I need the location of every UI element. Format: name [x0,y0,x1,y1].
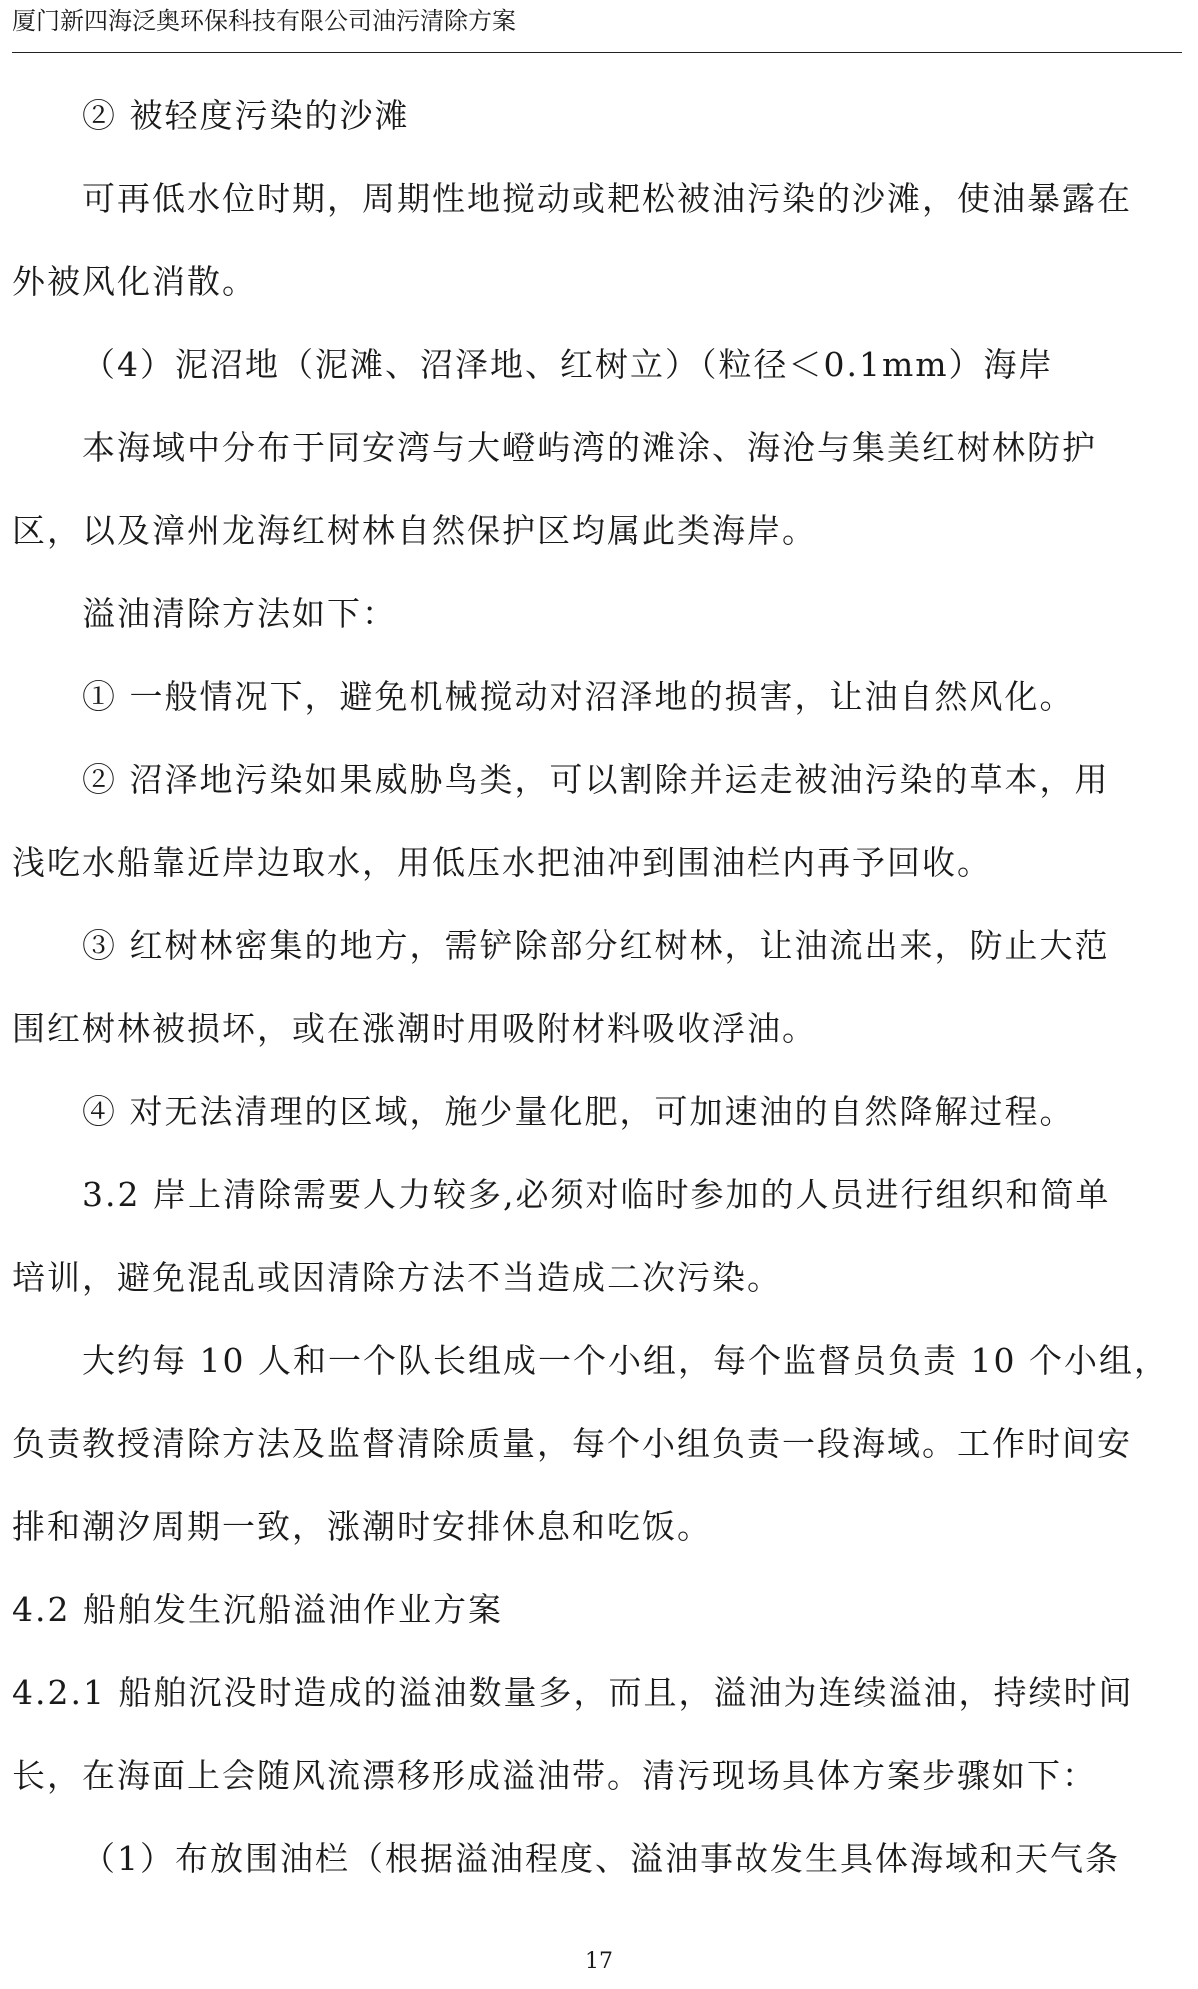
text-line: 围红树林被损坏，或在涨潮时用吸附材料吸收浮油。 [12,1009,817,1048]
text-line: ② 沼泽地污染如果威胁鸟类，可以割除并运走被油污染的草本，用 [82,760,1110,799]
text-line: ④ 对无法清理的区域，施少量化肥，可加速油的自然降解过程。 [82,1092,1075,1131]
text-line: （4）泥沼地（泥滩、沼泽地、红树立）（粒径＜0.1mm）海岸 [82,345,1054,384]
section-heading: 4.2 船舶发生沉船溢油作业方案 [12,1590,503,1629]
text-line: 3.2 岸上清除需要人力较多,必须对临时参加的人员进行组织和简单 [82,1175,1111,1214]
text-line: 外被风化消散。 [12,262,257,301]
text-line: 溢油清除方法如下： [82,594,397,633]
text-line: ② 被轻度污染的沙滩 [82,96,410,135]
text-line: 区，以及漳州龙海红树林自然保护区均属此类海岸。 [12,511,817,550]
text-line: ① 一般情况下，避免机械搅动对沼泽地的损害，让油自然风化。 [82,677,1075,716]
text-line: 长，在海面上会随风流漂移形成溢油带。清污现场具体方案步骤如下： [12,1756,1097,1795]
text-line: 4.2.1 船舶沉没时造成的溢油数量多，而且，溢油为连续溢油，持续时间 [12,1673,1134,1712]
text-line: ③ 红树林密集的地方，需铲除部分红树林，让油流出来，防止大范 [82,926,1110,965]
text-line: 可再低水位时期，周期性地搅动或耙松被油污染的沙滩，使油暴露在 [82,179,1132,218]
page-header [12,2,1182,53]
page-number: 17 [585,1949,613,1974]
text-line: 大约每 10 人和一个队长组成一个小组，每个监督员负责 10 个小组， [82,1341,1169,1380]
text-line: 浅吃水船靠近岸边取水，用低压水把油冲到围油栏内再予回收。 [12,843,992,882]
text-line: （1）布放围油栏（根据溢油程度、溢油事故发生具体海域和天气条 [82,1839,1120,1878]
text-line: 培训，避免混乱或因清除方法不当造成二次污染。 [12,1258,782,1297]
text-line: 本海域中分布于同安湾与大嶝屿湾的滩涂、海沧与集美红树林防护 [82,428,1097,467]
text-line: 负责教授清除方法及监督清除质量，每个小组负责一段海域。工作时间安 [12,1424,1132,1463]
text-line: 排和潮汐周期一致，涨潮时安排休息和吃饭。 [12,1507,712,1546]
header-title: 厦门新四海泛奥环保科技有限公司油污清除方案 [12,7,516,35]
